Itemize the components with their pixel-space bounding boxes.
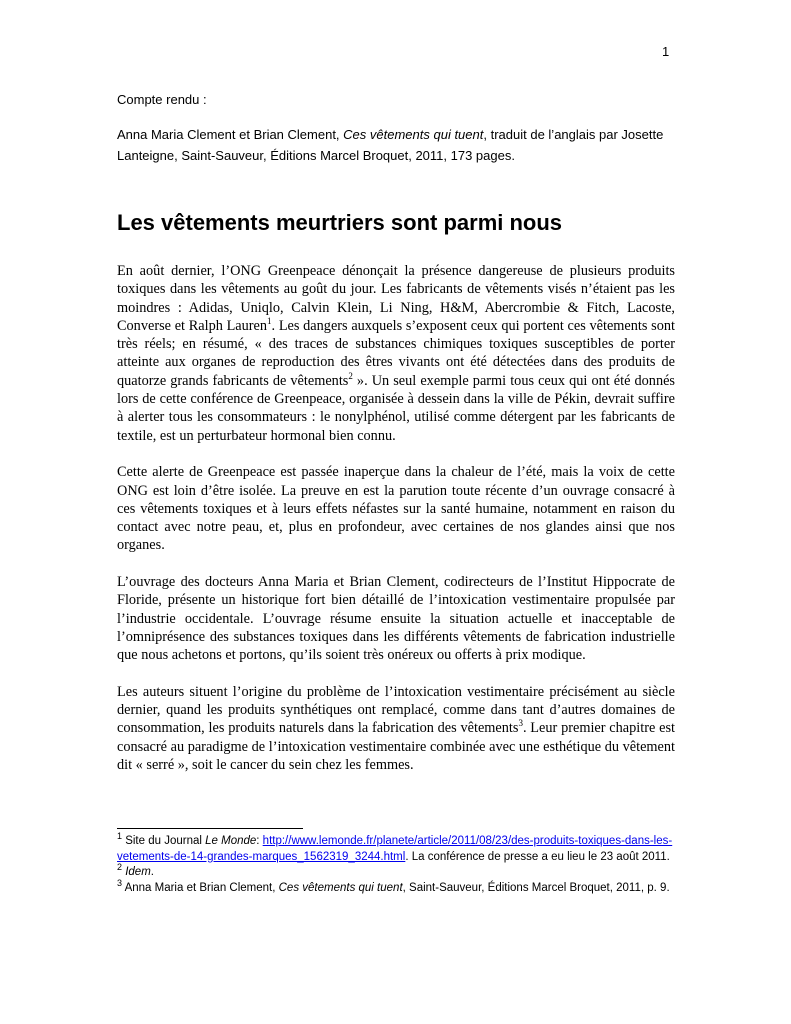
footnote-1-number: 1 — [117, 831, 123, 842]
footnote-1 — [117, 831, 675, 865]
paragraph-4-part-a: Les auteurs situent l’origine du problème de l’intoxication vestimentaire précisément au siècle dernier, quand les produits synthétiques ont remplacé, comme dans tant d’autres domaines de consommation, les produits naturels dans la fabrication des vêtements — [117, 683, 675, 737]
footnote-3-suffix: , Saint-Sauveur, Éditions Marcel Broquet, 2011, p. 9. — [402, 881, 670, 894]
footnote-ref-2[interactable]: 2 — [348, 371, 353, 382]
footnote-2-text: Idem — [125, 866, 151, 878]
reference-book-title: Ces vêtements qui tuent — [343, 127, 484, 142]
footnote-3-number: 3 — [117, 877, 123, 888]
paragraph-1-part-a: En août dernier, l’ONG Greenpeace dénonçait la présence dangereuse de plusieurs produits toxiques dans les vêtements au goût du jour. Les fabricants de vêtements visés n’étaient pas les moindres : Adidas, Uniqlo, Calvin Klein, Li Ning, H&M, Abercrombie & Fitch, Lacoste, Converse et Ralph Lauren — [117, 263, 675, 334]
article-body — [117, 262, 675, 793]
footnote-2-suffix: . — [150, 866, 154, 878]
footnote-1-prefix: Site du Journal — [122, 835, 206, 847]
reference-authors: Anna Maria Clement et Brian Clement, — [117, 127, 340, 142]
footnote-3-title: Ces vêtements qui tuent — [278, 881, 403, 894]
footnote-3 — [117, 877, 675, 897]
paragraph-1 — [117, 262, 675, 445]
footnote-1-link[interactable]: http://www.lemonde.fr/planete/article/2011/08/23/des-produits-toxiques-dans-les-vetements-de-14-grandes-marques_1562319_3244.html — [117, 835, 673, 863]
footnotes — [117, 831, 675, 896]
footnote-ref-1[interactable]: 1 — [267, 316, 272, 327]
footnote-1-suffix: . La conférence de presse a eu lieu le 23 août 2011. — [405, 850, 670, 863]
footnote-2 — [117, 862, 675, 881]
paragraph-3: L’ouvrage des docteurs Anna Maria et Brian Clement, codirecteurs de l’Institut Hippocrate de Floride, présente un historique fort bien détaillé de l’intoxication vestimentaire propulsée par l’industrie occidentale. L’ouvrage résume ensuite la situation actuelle et inacceptable de l’omniprésence des substances toxiques dans les différents vêtements de fabrication industrielle que nous achetons et portons, qu’ils soient très onéreux ou offerts à prix modique. — [117, 574, 675, 664]
footnote-3-prefix: Anna Maria et Brian Clement, — [122, 881, 279, 894]
footnote-1-source: Le Monde — [205, 835, 257, 847]
article-title: Les vêtements meurtriers sont parmi nous — [117, 210, 563, 235]
book-reference — [117, 124, 675, 166]
paragraph-4 — [117, 683, 675, 774]
paragraph-1-part-b: . Les dangers auxquels s’exposent ceux qui portent ces vêtements sont très réels; en résumé, « des traces de substances chimiques toxiques susceptibles de porter atteinte aux organes de reproduction des êtres vivants ont été détectées dans des produits de quatorze grands fabricants de vêtements — [117, 317, 675, 389]
page-number: 1 — [662, 44, 670, 59]
footnote-ref-3[interactable]: 3 — [518, 718, 523, 729]
paragraph-2: Cette alerte de Greenpeace est passée inaperçue dans la chaleur de l’été, mais la voix de cette ONG est loin d’être isolée. La preuve en est la parution toute récente d’un ouvrage consacré à ces vêtements toxiques et à leurs effets néfastes sur la santé humaine, notamment en raison du contact avec notre peau, et, plus en profondeur, avec certaines de nos glandes ainsi que nos organes. — [117, 464, 675, 554]
paragraph-4-part-b: . Leur premier chapitre est consacré au paradigme de l’intoxication vestimentaire combinée avec une esthétique du vêtement dit « serré », soit le cancer du sein chez les femmes. — [117, 720, 675, 774]
footnote-divider — [117, 828, 303, 829]
review-label: Compte rendu : — [117, 92, 207, 107]
paragraph-1-part-c: ». Un seul exemple parmi tous ceux qui ont été donnés lors de cette conférence de Greenpeace, organisée à dessein dans la ville de Pékin, devrait suffire à alerter tous les consommateurs : le nonylphénol, utilisé comme détergent par les fabricants de textile, est un perturbateur hormonal bien connu. — [117, 372, 675, 444]
footnote-2-number: 2 — [117, 862, 123, 873]
footnote-1-colon: : — [256, 835, 263, 847]
reference-details: , traduit de l’anglais par Josette Lanteigne, Saint-Sauveur, Éditions Marcel Broquet, 2011, 173 pages. — [117, 127, 664, 163]
